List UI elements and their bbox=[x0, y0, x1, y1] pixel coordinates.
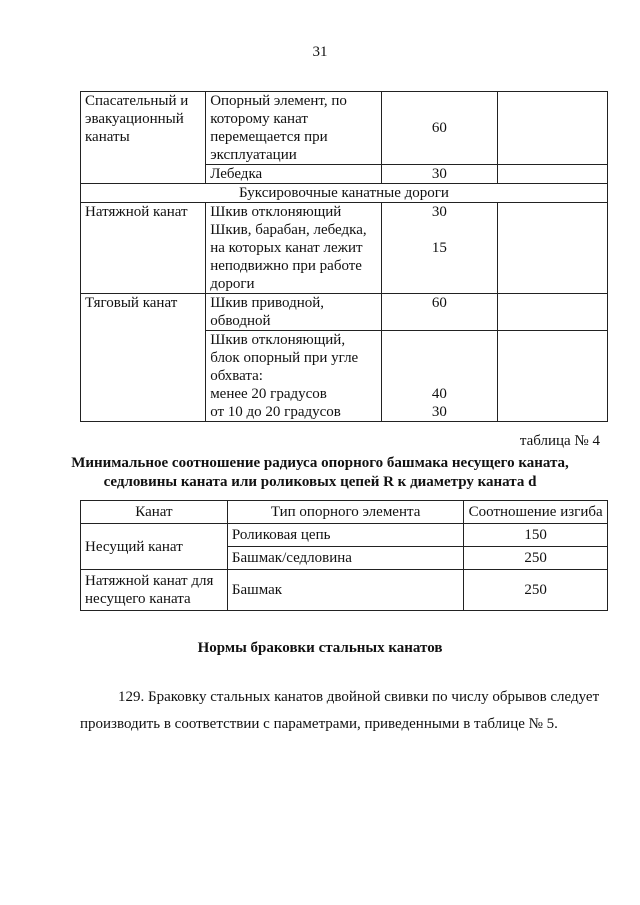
table-caption: таблица № 4 bbox=[519, 433, 600, 449]
rope-ratio-table-continued bbox=[80, 91, 608, 422]
element-line: менее 20 градусов bbox=[210, 386, 327, 402]
element-cell: Шкив приводной, обводной bbox=[206, 294, 382, 331]
rope-cell: Несущий канат bbox=[81, 524, 228, 570]
column-header: Канат bbox=[81, 501, 228, 524]
empty-cell bbox=[497, 92, 607, 165]
table-section-row bbox=[81, 184, 608, 203]
value-cell: 30 bbox=[381, 165, 497, 184]
element-line: Шкив, барабан, лебедка, на которых канат лежит неподвижно при работе дороги bbox=[210, 222, 367, 292]
value-cell: 60 bbox=[381, 92, 497, 165]
column-header: Тип опорного элемента bbox=[227, 501, 463, 524]
value-cell: 250 bbox=[464, 547, 608, 570]
paragraph: 129. Браковку стальных канатов двойной свивки по числу обрывов следует производить в соответствии с параметрами, приведенными в таблице № 5. bbox=[80, 689, 600, 732]
table-title: Минимальное соотношение радиуса опорного башмака несущего каната, седловины каната или роликовых цепей R к диаметру каната d bbox=[71, 455, 569, 490]
table-row bbox=[81, 524, 608, 547]
empty-cell bbox=[497, 331, 607, 422]
value-cell: 250 bbox=[464, 570, 608, 611]
type-cell: Роликовая цепь bbox=[227, 524, 463, 547]
rope-cell: Спасательный и эвакуационный канаты bbox=[81, 92, 206, 184]
type-cell: Башмак bbox=[227, 570, 463, 611]
table-row bbox=[81, 570, 608, 611]
section-heading: Буксировочные канатные дороги bbox=[81, 184, 608, 203]
value-cell: 60 bbox=[381, 294, 497, 331]
type-cell: Башмак/седловина bbox=[227, 547, 463, 570]
value-line: 40 bbox=[431, 386, 447, 402]
element-line: Шкив отклоняющий bbox=[210, 204, 342, 220]
element-line: от 10 до 20 градусов bbox=[210, 404, 341, 420]
value-cell bbox=[381, 203, 497, 294]
rope-cell: Натяжной канат bbox=[81, 203, 206, 294]
table-row bbox=[81, 92, 608, 165]
bending-ratio-table bbox=[80, 500, 608, 611]
table-header-row bbox=[81, 501, 608, 524]
value-line: 30 bbox=[431, 404, 447, 420]
value-cell bbox=[381, 331, 497, 422]
value-line: 30 bbox=[431, 204, 447, 220]
rope-cell: Тяговый канат bbox=[81, 294, 206, 422]
column-header: Соотношение изгиба bbox=[464, 501, 608, 524]
element-cell: Опорный элемент, по которому канат перемещается при эксплуатации bbox=[206, 92, 382, 165]
element-cell bbox=[206, 203, 382, 294]
element-cell: Лебедка bbox=[206, 165, 382, 184]
section-title: Нормы браковки стальных канатов bbox=[197, 640, 443, 656]
empty-cell bbox=[497, 203, 607, 294]
empty-cell bbox=[497, 165, 607, 184]
page-number: 31 bbox=[312, 44, 328, 60]
value-cell: 150 bbox=[464, 524, 608, 547]
element-cell bbox=[206, 331, 382, 422]
element-line: Шкив отклоняющий, блок опорный при угле обхвата: bbox=[210, 332, 359, 384]
rope-cell: Натяжной канат для несущего каната bbox=[81, 570, 228, 611]
empty-cell bbox=[497, 294, 607, 331]
value-line: 15 bbox=[431, 240, 447, 256]
table-row bbox=[81, 294, 608, 331]
table-row bbox=[81, 203, 608, 294]
